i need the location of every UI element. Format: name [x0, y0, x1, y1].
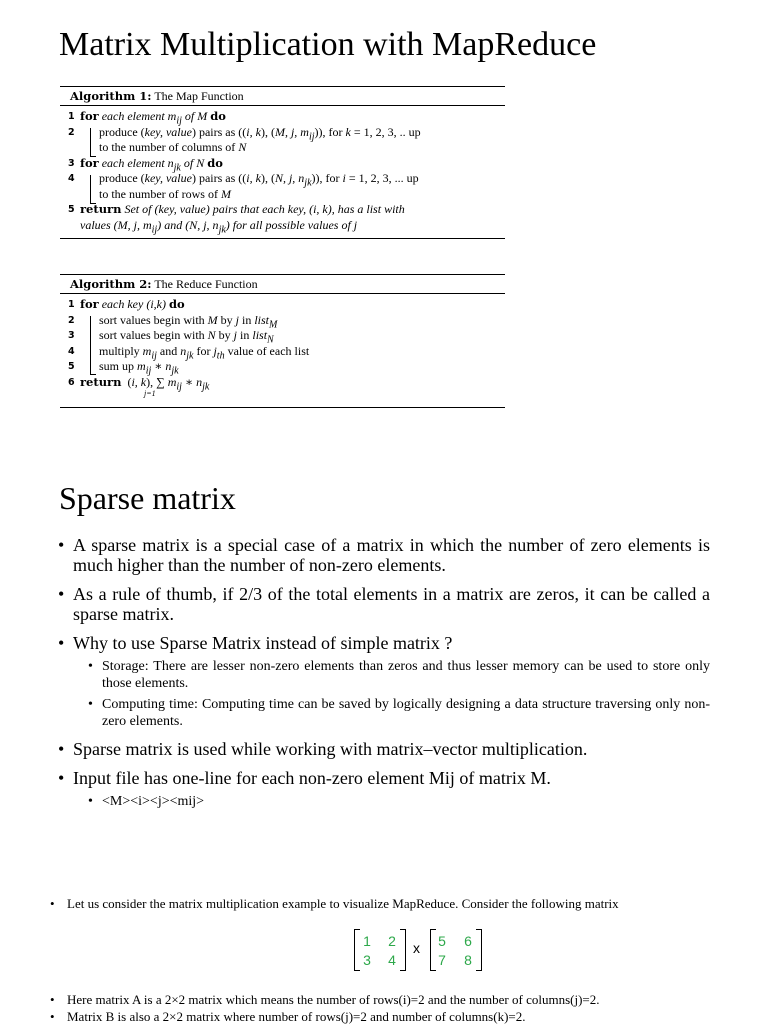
algorithm-1-line-text: return Set of (key, value) pairs that each key, (i, k), has a list with — [80, 202, 405, 216]
algorithm-2-line-number: 3 — [68, 330, 75, 341]
example-intro — [50, 896, 750, 912]
sub-bullet-dot: • — [88, 697, 93, 712]
bullet-2 — [58, 584, 710, 624]
algorithm-2-caption: The Reduce Function — [154, 277, 258, 291]
matrix-a — [354, 929, 406, 971]
times-symbol: x — [413, 940, 420, 956]
bullet-1-text: A sparse matrix is a special case of a matrix in which the number of zero elements is much higher than the number of non-zero elements. — [73, 535, 710, 575]
matrix-a-cell: 1 — [363, 933, 371, 949]
bullet-3 — [58, 633, 710, 653]
bullet-5 — [58, 768, 710, 788]
algorithm-1-line — [60, 187, 505, 203]
algorithm-1-line-number: 1 — [68, 111, 75, 122]
algorithm-2-line-text: return (i, k), ∑ $m_{ij}$ ∗ $n_{jk}$ — [80, 374, 210, 392]
algorithm-1-line-text: produce (key, value) pairs as ((i, k), (N, j, $n_{jk}$)), for i = 1, 2, 3, ... up — [99, 171, 419, 189]
example-note-2 — [50, 1009, 750, 1025]
algorithm-2-line-number: 1 — [68, 299, 75, 310]
algorithm-2-label: Algorithm 2: — [70, 277, 152, 291]
bullet-3-text: Why to use Sparse Matrix instead of simple matrix ? — [73, 633, 453, 653]
algorithm-1-label: Algorithm 1: — [70, 89, 152, 103]
algorithm-2-line-number: 2 — [68, 314, 75, 326]
algorithm-2-body — [60, 294, 505, 407]
bullet-4 — [58, 739, 710, 759]
matrix-b-cell: 7 — [438, 952, 446, 968]
algorithm-1-line-text: values (M, j, $m_{ij}$) and (N, j, $n_{jk}$) for all possible values of j — [80, 217, 358, 235]
sum-lower-bound: j=1 — [144, 388, 156, 398]
algorithm-1-line-number: 3 — [68, 157, 75, 169]
bullet-3-sub-2 — [88, 696, 710, 730]
matrix-product — [354, 929, 484, 973]
algorithm-2-line-text: sort values begin with N by j in list$_N$ — [99, 328, 274, 346]
example-note-1-text: Here matrix A is a 2×2 matrix which means the number of rows(i)=2 and the number of columns(j)=2. — [67, 992, 600, 1007]
bullet-dot: • — [58, 768, 65, 788]
algorithm-2-line — [60, 359, 505, 375]
algorithm-1-line — [60, 202, 505, 218]
example-note-1 — [50, 992, 750, 1008]
algorithm-2-line — [60, 375, 505, 397]
algorithm-2-line-text: multiply $m_{ij}$ and $n_{jk}$ for $j_{th}$ value of each list — [99, 343, 310, 361]
algorithm-1-line — [60, 156, 505, 172]
bullet-5-sub-1-text: <M><i><j><mij> — [102, 794, 205, 809]
algorithm-1-block-bar — [90, 175, 96, 204]
algorithm-1-line-number: 5 — [68, 204, 75, 215]
algorithm-1-line — [60, 171, 505, 187]
matrix-b — [430, 929, 482, 971]
matrix-b-cell: 6 — [464, 933, 472, 949]
bullet-5-text: Input file has one-line for each non-zero element Mij of matrix M. — [73, 768, 551, 788]
matrix-a-cell: 2 — [388, 933, 396, 949]
matrix-b-cell: 8 — [464, 952, 472, 968]
bullet-dot: • — [58, 739, 65, 759]
algorithm-2-line-number: 5 — [68, 361, 75, 372]
algorithm-1-line-text: for each element $m_{ij}$ of M do — [80, 109, 226, 127]
algorithm-1-block-bar — [90, 128, 96, 157]
bullet-4-text: Sparse matrix is used while working with matrix–vector multiplication. — [73, 739, 588, 759]
algorithm-2-line-number: 6 — [68, 376, 75, 388]
bullet-dot: • — [50, 896, 55, 911]
algorithm-1-line-text: produce (key, value) pairs as ((i, k), (M, j, $m_{ij}$)), for k = 1, 2, 3, .. up — [99, 124, 421, 142]
bullet-1 — [58, 535, 710, 575]
algorithm-1-line — [60, 140, 505, 156]
algorithm-1-line-text: to the number of rows of M — [99, 186, 231, 201]
algorithm-1-line-number: 4 — [68, 173, 75, 184]
bullet-5-sub-1 — [88, 793, 710, 810]
algorithm-2-box — [60, 274, 505, 408]
sub-bullet-dot: • — [88, 659, 93, 674]
bullet-3-sub-2-text: Computing time: Computing time can be saved by logically designing a data structure traversing only non-zero elements. — [102, 697, 710, 729]
algorithm-2-line — [60, 328, 505, 344]
bullet-dot: • — [50, 1009, 55, 1024]
example-intro-text: Let us consider the matrix multiplication example to visualize MapReduce. Consider the following matrix — [67, 896, 619, 911]
algorithm-1-caption: The Map Function — [154, 89, 244, 103]
algorithm-2-line — [60, 297, 505, 313]
bullet-3-sub-1-text: Storage: There are lesser non-zero elements than zeros and thus lesser memory can be used to store only those elements. — [102, 659, 710, 691]
algorithm-1-box — [60, 86, 505, 239]
algorithm-2-line — [60, 344, 505, 360]
algorithm-1-line — [60, 125, 505, 141]
algorithm-2-line-text: sort values begin with M by j in list$_M$ — [99, 312, 278, 330]
algorithm-2-line-text: sum up $m_{ij}$ ∗ $n_{jk}$ — [99, 359, 179, 377]
algorithm-2-line-number: 4 — [68, 345, 75, 357]
algorithm-1-line-text: to the number of columns of N — [99, 140, 247, 154]
section-title: Sparse matrix — [59, 480, 236, 516]
page-title: Matrix Multiplication with MapReduce — [59, 26, 597, 63]
algorithm-1-header — [60, 87, 505, 105]
bullet-2-text: As a rule of thumb, if 2/3 of the total elements in a matrix are zeros, it can be called a sparse matrix. — [73, 584, 710, 624]
algorithm-1-line-number: 2 — [68, 126, 75, 138]
algorithm-1-line — [60, 109, 505, 125]
algorithm-1-line — [60, 218, 505, 234]
algorithm-2-line — [60, 313, 505, 329]
sub-bullet-dot: • — [88, 794, 93, 809]
bullet-dot: • — [50, 992, 55, 1007]
example-note-2-text: Matrix B is also a 2×2 matrix where number of rows(j)=2 and number of columns(k)=2. — [67, 1009, 526, 1024]
algorithm-2-block-bar — [90, 316, 96, 375]
matrix-a-cell: 4 — [388, 952, 396, 968]
bullet-3-sub-1 — [88, 658, 710, 692]
bullet-dot: • — [58, 584, 65, 604]
matrix-a-cell: 3 — [363, 952, 371, 968]
algorithm-2-header — [60, 275, 505, 293]
algorithm-1-body — [60, 106, 505, 238]
algorithm-1-line-text: for each element $n_{jk}$ of N do — [80, 155, 223, 173]
algorithm-2-line-text: for each key (i,k) do — [80, 297, 185, 311]
bullet-dot: • — [58, 633, 65, 653]
matrix-b-cell: 5 — [438, 933, 446, 949]
bullet-dot: • — [58, 535, 65, 555]
